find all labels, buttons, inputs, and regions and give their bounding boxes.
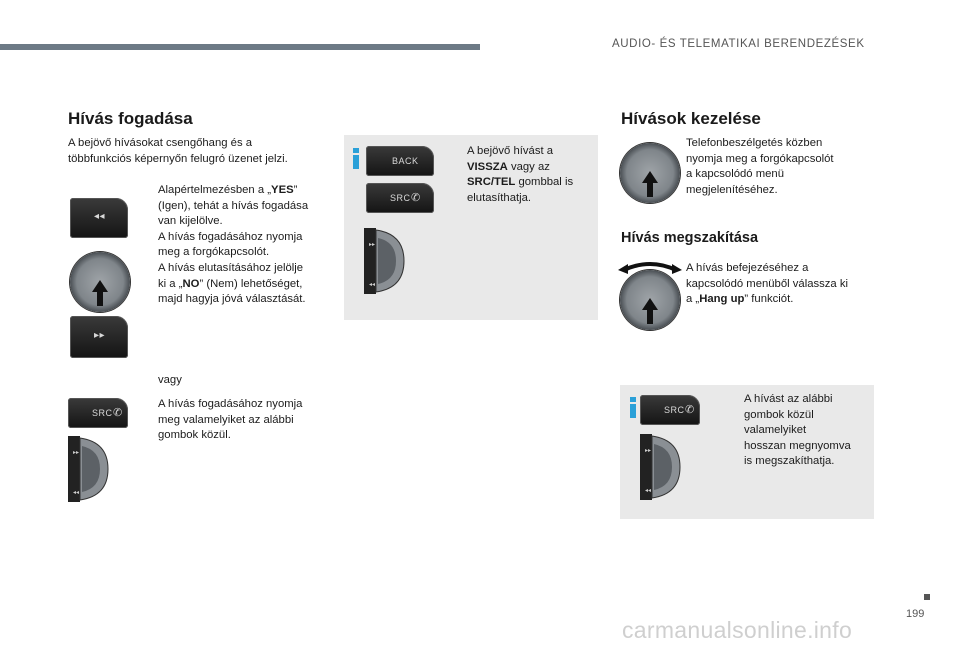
info-icon [352, 148, 360, 172]
rotary-knob-hang-up [620, 270, 680, 330]
chapter-title: AUDIO- ÉS TELEMATIKAI BERENDEZÉSEK [612, 38, 865, 50]
watermark: carmanualsonline.info [622, 617, 853, 643]
svg-text:◂◂: ◂◂ [73, 490, 80, 496]
push-arrow-icon [620, 143, 680, 203]
footer-marker [924, 594, 930, 600]
back-label: BACK [392, 156, 419, 166]
default-selection-text: Alapértelmezésben a „YES” (Igen), tehát a hívás fogadása van kijelölve. A hívás fogadásához nyomja meg a forgókapcsolót. A hívás elutasításához jelölje ki a „NO” (Nem) lehetőséget, majd hagyja jóvá választását. [158, 184, 309, 306]
src-tel-key-hang-up [640, 395, 700, 425]
manage-text: Telefonbeszélgetés közben nyomja meg a forgókapcsolót a kapcsolódó menü megjelenítéséhez. [686, 137, 834, 196]
subsection-title-hang-up: Hívás megszakítása [621, 230, 759, 246]
svg-text:◂◂: ◂◂ [369, 282, 376, 288]
hang-up-text: A hívás befejezéséhez a kapcsolódó menüből válassza ki a „Hang up” funkciót. [686, 262, 849, 306]
steering-wheel-control [68, 436, 110, 502]
svg-text:▸▸: ▸▸ [73, 450, 80, 456]
phone-icon: ✆ [113, 407, 123, 419]
src-label: SRC [390, 193, 411, 203]
src-tel-key [68, 398, 128, 428]
page-number: 199 [906, 608, 925, 620]
push-arrow-icon [70, 252, 130, 312]
svg-text:◂◂: ◂◂ [645, 488, 652, 494]
reject-info-text: A bejövő hívást a VISSZA vagy az SRC/TEL gombbal is elutasíthatja. [467, 145, 574, 204]
forward-icon: ▸▸ [94, 330, 106, 341]
svg-text:▸▸: ▸▸ [645, 448, 652, 454]
section-title-call-manage: Hívások kezelése [621, 109, 761, 128]
other-buttons-text: A hívás fogadásához nyomja meg valamelyiket az alábbi gombok közül. [158, 398, 303, 442]
back-key [366, 146, 434, 176]
hang-up-info-text: A hívást az alábbi gombok közül valamelyiket hosszan megnyomva is megszakíthatja. [744, 393, 851, 468]
intro-text: A bejövő hívásokat csengőhang és a többfunkciós képernyőn felugró üzenet jelzi. [68, 137, 288, 165]
rewind-key [70, 198, 128, 238]
or-text: vagy [158, 374, 182, 386]
steering-wheel-control-hang-up [640, 434, 682, 500]
svg-text:▸▸: ▸▸ [369, 242, 376, 248]
phone-icon: ✆ [411, 192, 421, 204]
info-icon [629, 397, 637, 421]
phone-icon: ✆ [685, 404, 695, 416]
src-label: SRC [92, 408, 113, 418]
src-tel-key-info [366, 183, 434, 213]
rotary-knob [70, 252, 130, 312]
push-arrow-icon [620, 270, 680, 330]
src-label: SRC [664, 405, 685, 415]
rotary-knob-manage [620, 143, 680, 203]
forward-key [70, 316, 128, 358]
section-title-call-receive: Hívás fogadása [68, 109, 193, 128]
rewind-icon: ◂◂ [94, 211, 106, 222]
steering-wheel-control-info [364, 228, 406, 294]
header-bar [0, 44, 480, 50]
